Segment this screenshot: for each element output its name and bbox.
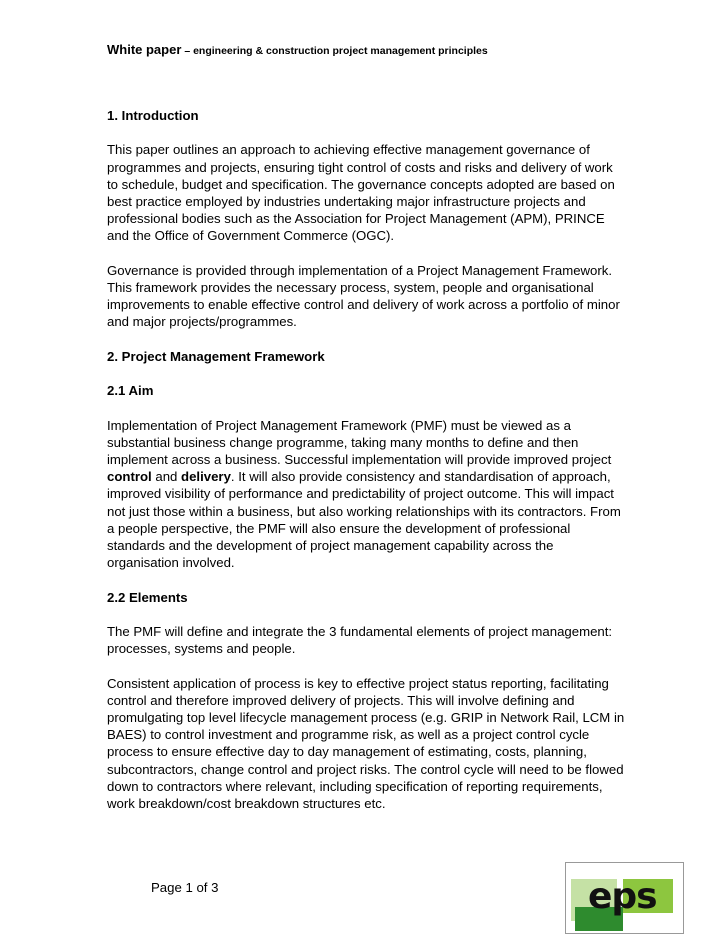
elements-paragraph-2: Consistent application of process is key to effective project status reporting, facilitating control and therefore improved delivery of projects. This will involve defining and promulgating top level lifecycle management process (e.g. GRIP in Network Rail, LCM in BAES) to control investment and programme risk, as well as a project control cycle process to ensure effective day to day management of estimating, costs, planning, subcontractors, change control and project risks. The control cycle will need to be flowed down to contractors where relevant, including specification of reporting requirements, work breakdown/cost breakdown structures etc.: [107, 675, 625, 811]
page-number: Page 1 of 3: [151, 880, 219, 895]
intro-paragraph-1: This paper outlines an approach to achieving effective management governance of programmes and projects, ensuring tight control of costs and risks and delivery of work to schedule, budget and specification. The governance concepts adopted are based on best practice employed by industries undertaking major infrastructure projects and professional bodies such as the Association for Project Management (APM), PRINCE and the Office of Government Commerce (OGC).: [107, 142, 615, 244]
aim-text-c: . It will also provide consistency and standardisation of approach, improved visibility of performance and predictability of project outcome. This will impact not just those within a business, but also working relationships with its contractors. From a people perspective, the PMF will also ensure the development of professional standards and the development of project management capability across the organisation involved.: [107, 469, 621, 571]
header-subtitle: – engineering & construction project management principles: [181, 45, 488, 57]
intro-heading: 1. Introduction: [107, 108, 199, 123]
header-title: White paper: [107, 42, 182, 57]
document-header: [107, 42, 488, 57]
aim-text-a: Implementation of Project Management Framework (PMF) must be viewed as a substantial business change programme, taking many months to define and then implement across a business. Successful implementation will provide improved project: [107, 417, 612, 467]
aim-heading: 2.1 Aim: [107, 383, 154, 399]
aim-bold-delivery: delivery: [181, 469, 231, 485]
elements-heading: 2.2 Elements: [107, 589, 188, 605]
aim-text-b: and: [151, 469, 182, 485]
logo-text: eps: [588, 876, 657, 917]
pmf-heading: 2. Project Management Framework: [107, 348, 325, 364]
intro-paragraph-2: Governance is provided through implementation of a Project Management Framework. This framework provides the necessary process, system, people and organisational improvements to enable effective control and delivery of work across a portfolio of minor and major projects/programmes.: [107, 262, 620, 330]
document-body: [107, 107, 627, 829]
eps-logo: [565, 862, 684, 934]
elements-paragraph-1: The PMF will define and integrate the 3 fundamental elements of project management: processes, systems and people.: [107, 623, 613, 657]
aim-bold-control: control: [107, 469, 152, 485]
aim-paragraph: [107, 417, 627, 572]
